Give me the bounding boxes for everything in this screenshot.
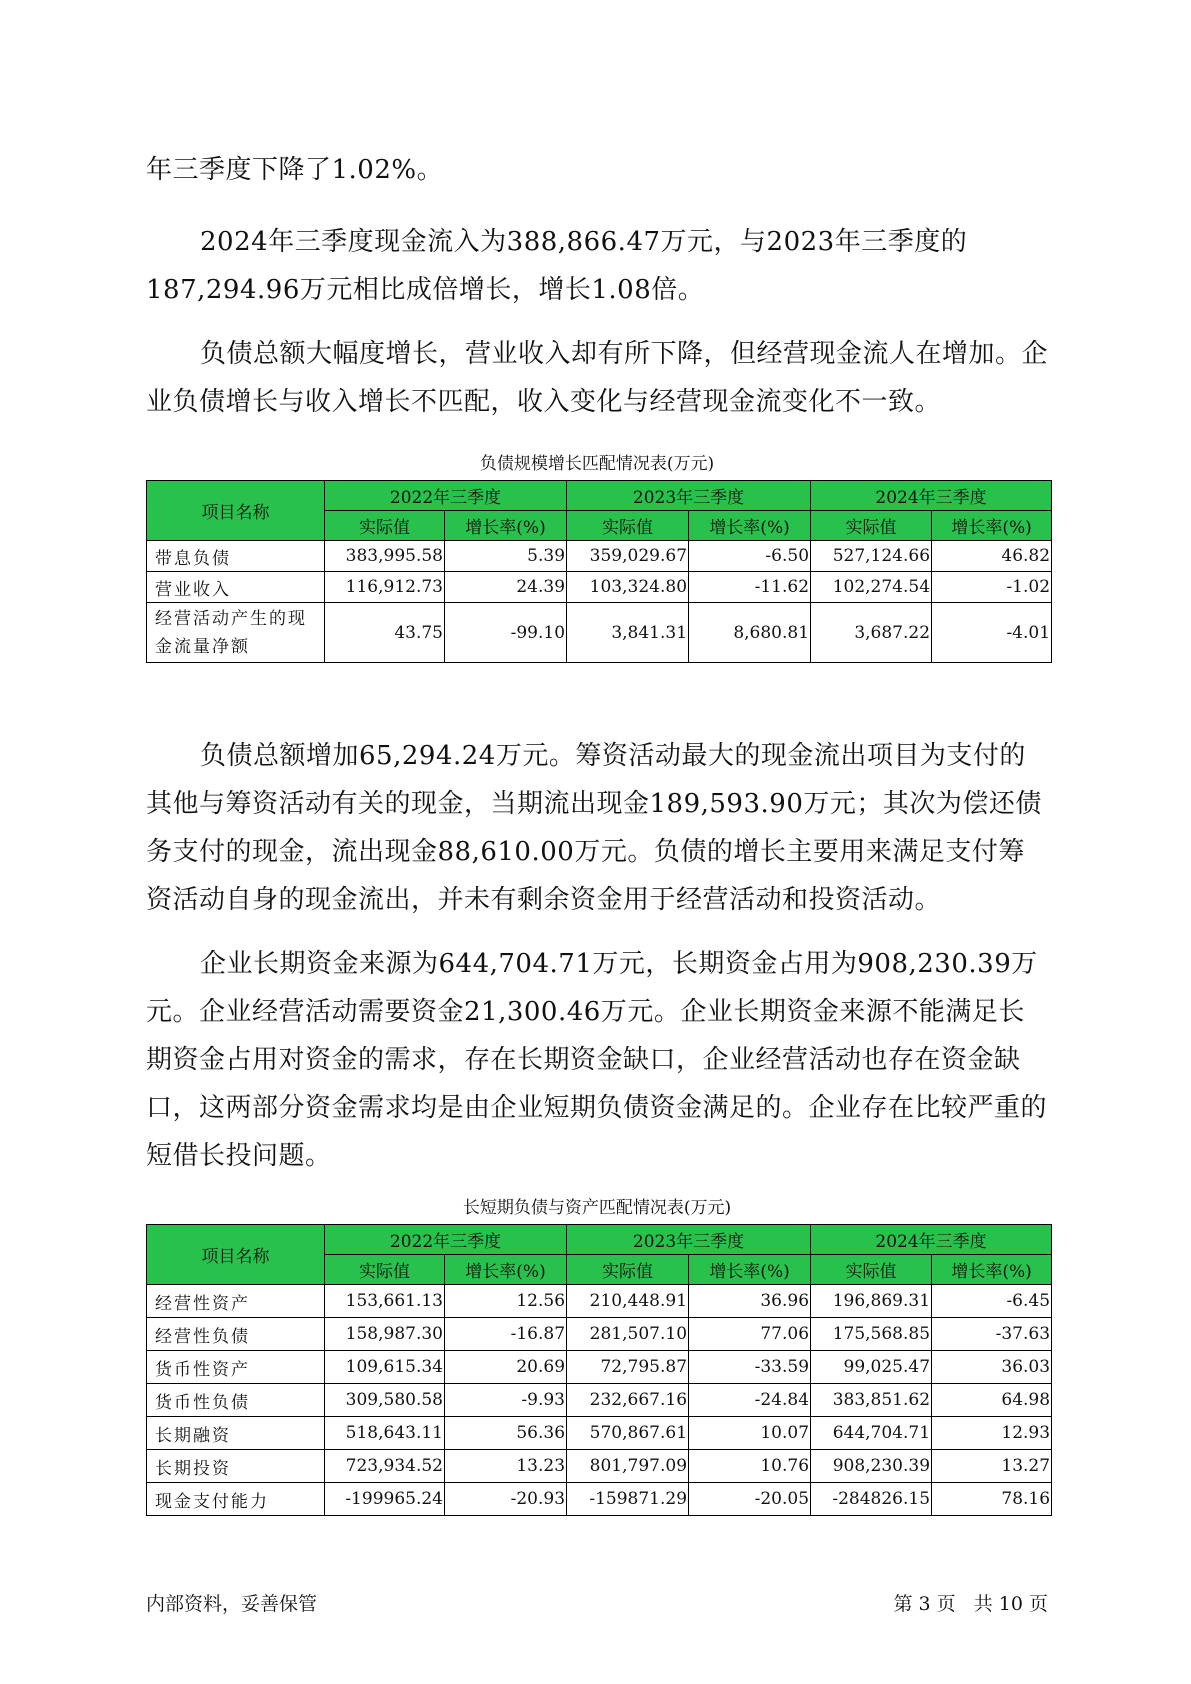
table-row (147, 541, 1052, 572)
cell-value: -20.93 (445, 1483, 567, 1516)
cell-value: 5.39 (445, 541, 567, 572)
name-header: 项目名称 (147, 481, 325, 541)
cell-value: -6.45 (932, 1285, 1052, 1318)
growth-rate-header: 增长率(%) (445, 1255, 567, 1285)
table2-caption: 长短期负债与资产匹配情况表(万元) (462, 1198, 732, 1218)
cell-value: 570,867.61 (567, 1417, 689, 1450)
cell-value: 281,507.10 (567, 1318, 689, 1351)
cell-value: 8,680.81 (689, 603, 811, 663)
cell-value: 43.75 (325, 603, 445, 663)
cell-value: 723,934.52 (325, 1450, 445, 1483)
cell-value: 801,797.09 (567, 1450, 689, 1483)
row-name: 货币性负债 (147, 1384, 325, 1417)
table-row (147, 1483, 1052, 1516)
table-row (147, 1318, 1052, 1351)
cell-value: -37.63 (932, 1318, 1052, 1351)
actual-value-header: 实际值 (325, 1255, 445, 1285)
cell-value: 116,912.73 (325, 572, 445, 603)
cell-value: 12.93 (932, 1417, 1052, 1450)
row-name: 现金支付能力 (147, 1483, 325, 1516)
cell-value: 3,841.31 (567, 603, 689, 663)
row-name: 长期融资 (147, 1417, 325, 1450)
row-name: 经营性资产 (147, 1285, 325, 1318)
row-name: 长期投资 (147, 1450, 325, 1483)
paragraph-4: 负债总额增加65,294.24万元。筹资活动最大的现金流出项目为支付的其他与筹资活动有关的现金，当期流出现金189,593.90万元；其次为偿还债务支付的现金，流出现金88,610.00万元。负债的增长主要用来满足支付筹资活动自身的现金流出，并未有剩余资金用于经营活动和投资活动。 (146, 741, 1042, 915)
growth-rate-header: 增长率(%) (932, 511, 1052, 541)
cell-value: 56.36 (445, 1417, 567, 1450)
paragraph-1: 年三季度下降了1.02%。 (146, 155, 444, 185)
period-header: 2022年三季度 (325, 481, 567, 511)
cell-value: 36.96 (689, 1285, 811, 1318)
table-row (147, 1384, 1052, 1417)
cell-value: -1.02 (932, 572, 1052, 603)
cell-value: 359,029.67 (567, 541, 689, 572)
actual-value-header: 实际值 (567, 511, 689, 541)
debt-growth-table (146, 480, 1052, 663)
growth-rate-header: 增长率(%) (689, 1255, 811, 1285)
cell-value: -33.59 (689, 1351, 811, 1384)
cell-value: 309,580.58 (325, 1384, 445, 1417)
cell-value: -199965.24 (325, 1483, 445, 1516)
cell-value: 153,661.13 (325, 1285, 445, 1318)
period-header: 2024年三季度 (811, 481, 1052, 511)
cell-value: -11.62 (689, 572, 811, 603)
cell-value: -284826.15 (811, 1483, 932, 1516)
row-name: 营业收入 (147, 572, 325, 603)
cell-value: 383,995.58 (325, 541, 445, 572)
cell-value: 908,230.39 (811, 1450, 932, 1483)
cell-value: 13.27 (932, 1450, 1052, 1483)
cell-value: -20.05 (689, 1483, 811, 1516)
actual-value-header: 实际值 (811, 511, 932, 541)
cell-value: -9.93 (445, 1384, 567, 1417)
table-row (147, 1450, 1052, 1483)
cell-value: 99,025.47 (811, 1351, 932, 1384)
table-row (147, 603, 1052, 663)
cell-value: 383,851.62 (811, 1384, 932, 1417)
cell-value: 210,448.91 (567, 1285, 689, 1318)
paragraph-3: 负债总额大幅度增长，营业收入却有所下降，但经营现金流人在增加。企业负债增长与收入增长不匹配，收入变化与经营现金流变化不一致。 (146, 339, 1049, 417)
period-header: 2023年三季度 (567, 481, 811, 511)
growth-rate-header: 增长率(%) (445, 511, 567, 541)
cell-value: -6.50 (689, 541, 811, 572)
paragraph-2: 2024年三季度现金流入为388,866.47万元，与2023年三季度的187,294.96万元相比成倍增长，增长1.08倍。 (146, 227, 968, 305)
cell-value: 518,643.11 (325, 1417, 445, 1450)
period-header: 2024年三季度 (811, 1225, 1052, 1255)
growth-rate-header: 增长率(%) (689, 511, 811, 541)
cell-value: -99.10 (445, 603, 567, 663)
cell-value: 64.98 (932, 1384, 1052, 1417)
cell-value: 72,795.87 (567, 1351, 689, 1384)
table-row (147, 1285, 1052, 1318)
cell-value: 644,704.71 (811, 1417, 932, 1450)
period-header: 2022年三季度 (325, 1225, 567, 1255)
cell-value: 232,667.16 (567, 1384, 689, 1417)
cell-value: 109,615.34 (325, 1351, 445, 1384)
cell-value: 46.82 (932, 541, 1052, 572)
name-header: 项目名称 (147, 1225, 325, 1285)
row-name: 带息负债 (147, 541, 325, 572)
cell-value: 36.03 (932, 1351, 1052, 1384)
cell-value: 77.06 (689, 1318, 811, 1351)
row-name: 经营性负债 (147, 1318, 325, 1351)
cell-value: 175,568.85 (811, 1318, 932, 1351)
table-row (147, 1417, 1052, 1450)
row-name: 经营活动产生的现金流量净额 (147, 603, 325, 663)
table1-caption: 负债规模增长匹配情况表(万元) (479, 454, 715, 474)
paragraph-5: 企业长期资金来源为644,704.71万元，长期资金占用为908,230.39万元。企业经营活动需要资金21,300.46万元。企业长期资金来源不能满足长期资金占用对资金的需求，存在长期资金缺口，企业经营活动也存在资金缺口，这两部分资金需求均是由企业短期负债资金满足的。企业存在比较严重的短借长投问题。 (146, 949, 1048, 1171)
row-name: 货币性资产 (147, 1351, 325, 1384)
cell-value: 24.39 (445, 572, 567, 603)
cell-value: 102,274.54 (811, 572, 932, 603)
cell-value: 158,987.30 (325, 1318, 445, 1351)
cell-value: 13.23 (445, 1450, 567, 1483)
footer-page-number: 第 3 页 共 10 页 (893, 1593, 1048, 1615)
cell-value: 10.07 (689, 1417, 811, 1450)
cell-value: 20.69 (445, 1351, 567, 1384)
cell-value: 527,124.66 (811, 541, 932, 572)
table-row (147, 572, 1052, 603)
cell-value: -16.87 (445, 1318, 567, 1351)
cell-value: -24.84 (689, 1384, 811, 1417)
cell-value: 103,324.80 (567, 572, 689, 603)
cell-value: -159871.29 (567, 1483, 689, 1516)
growth-rate-header: 增长率(%) (932, 1255, 1052, 1285)
actual-value-header: 实际值 (325, 511, 445, 541)
cell-value: 10.76 (689, 1450, 811, 1483)
cell-value: 12.56 (445, 1285, 567, 1318)
cell-value: 196,869.31 (811, 1285, 932, 1318)
cell-value: 78.16 (932, 1483, 1052, 1516)
footer-confidential-note: 内部资料，妥善保管 (146, 1593, 318, 1615)
actual-value-header: 实际值 (811, 1255, 932, 1285)
asset-liability-match-table (146, 1224, 1052, 1516)
table-row (147, 1351, 1052, 1384)
cell-value: -4.01 (932, 603, 1052, 663)
period-header: 2023年三季度 (567, 1225, 811, 1255)
cell-value: 3,687.22 (811, 603, 932, 663)
actual-value-header: 实际值 (567, 1255, 689, 1285)
